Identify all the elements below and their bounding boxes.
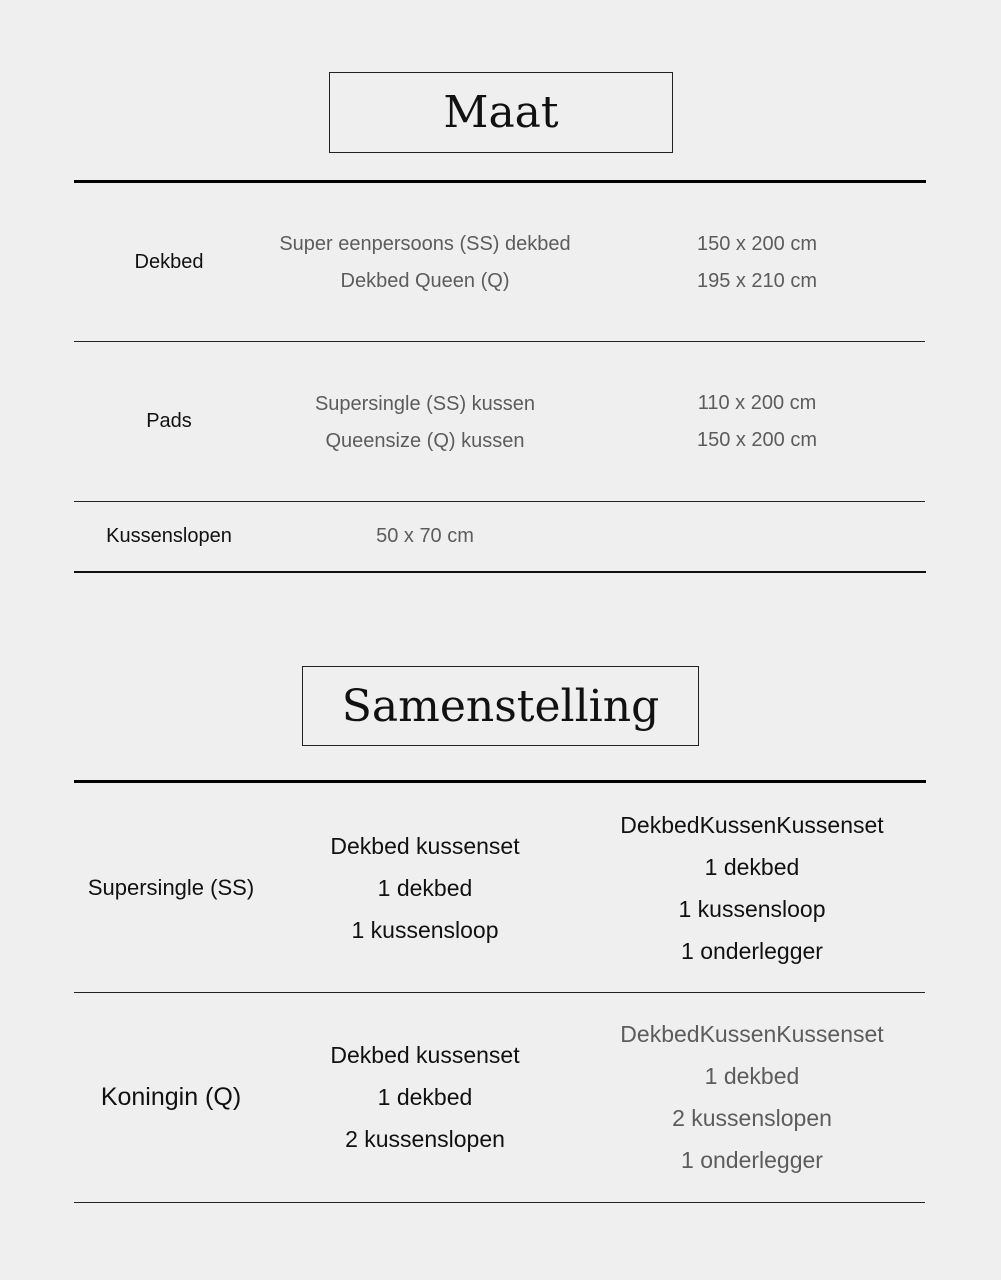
maat-title: Maat	[329, 72, 673, 153]
maat-row-label-kussenslopen: Kussenslopen	[106, 525, 232, 547]
maat-item: Queensize (Q) kussen	[325, 430, 525, 452]
samen-set2-koningin	[600, 1013, 904, 1181]
maat-bottom-rule	[74, 571, 926, 573]
set-item: 1 dekbed	[377, 875, 473, 901]
maat-item: Dekbed Queen (Q)	[340, 270, 510, 292]
set-item: 1 dekbed	[377, 1084, 473, 1110]
maat-size: 150 x 200 cm	[696, 233, 818, 255]
set-item: 1 kussensloop	[678, 896, 826, 922]
maat-item: Super eenpersoons (SS) dekbed	[279, 233, 571, 255]
set-item: DekbedKussenKussenset	[620, 1021, 884, 1047]
set-item: 1 kussensloop	[351, 917, 499, 943]
maat-row-label-dekbed: Dekbed	[134, 250, 204, 273]
maat-size: 110 x 200 cm	[697, 392, 817, 414]
samen-set1-koningin	[280, 1034, 570, 1160]
maat-size: 150 x 200 cm	[696, 429, 818, 451]
set-item: 1 dekbed	[704, 854, 800, 880]
set-item: 1 onderlegger	[681, 938, 823, 964]
set-item: 1 onderlegger	[681, 1147, 823, 1173]
maat-row-sizes-pads	[640, 384, 874, 460]
samen-set2-supersingle	[600, 804, 904, 972]
samen-row-label-koningin: Koningin (Q)	[100, 1083, 242, 1111]
set-item: 2 kussenslopen	[672, 1105, 832, 1131]
samen-row-label-supersingle: Supersingle (SS)	[87, 874, 255, 900]
maat-item: Supersingle (SS) kussen	[314, 393, 536, 415]
row-divider	[74, 1202, 925, 1203]
maat-row-items-kussenslopen	[264, 502, 586, 571]
maat-row-items-pads	[264, 385, 586, 461]
maat-size: 195 x 210 cm	[696, 270, 818, 292]
maat-row-sizes-dekbed	[640, 225, 874, 301]
set-item: 1 dekbed	[704, 1063, 800, 1089]
maat-row-items-dekbed	[264, 225, 586, 301]
maat-row-label-pads: Pads	[146, 410, 192, 432]
maat-item: 50 x 70 cm	[376, 525, 474, 547]
samenstelling-title: Samenstelling	[302, 666, 699, 746]
set-item: 2 kussenslopen	[345, 1126, 505, 1152]
samen-set1-supersingle	[280, 825, 570, 951]
set-item: Dekbed kussenset	[330, 833, 520, 859]
set-item: Dekbed kussenset	[330, 1042, 520, 1068]
set-item: DekbedKussenKussenset	[620, 812, 884, 838]
